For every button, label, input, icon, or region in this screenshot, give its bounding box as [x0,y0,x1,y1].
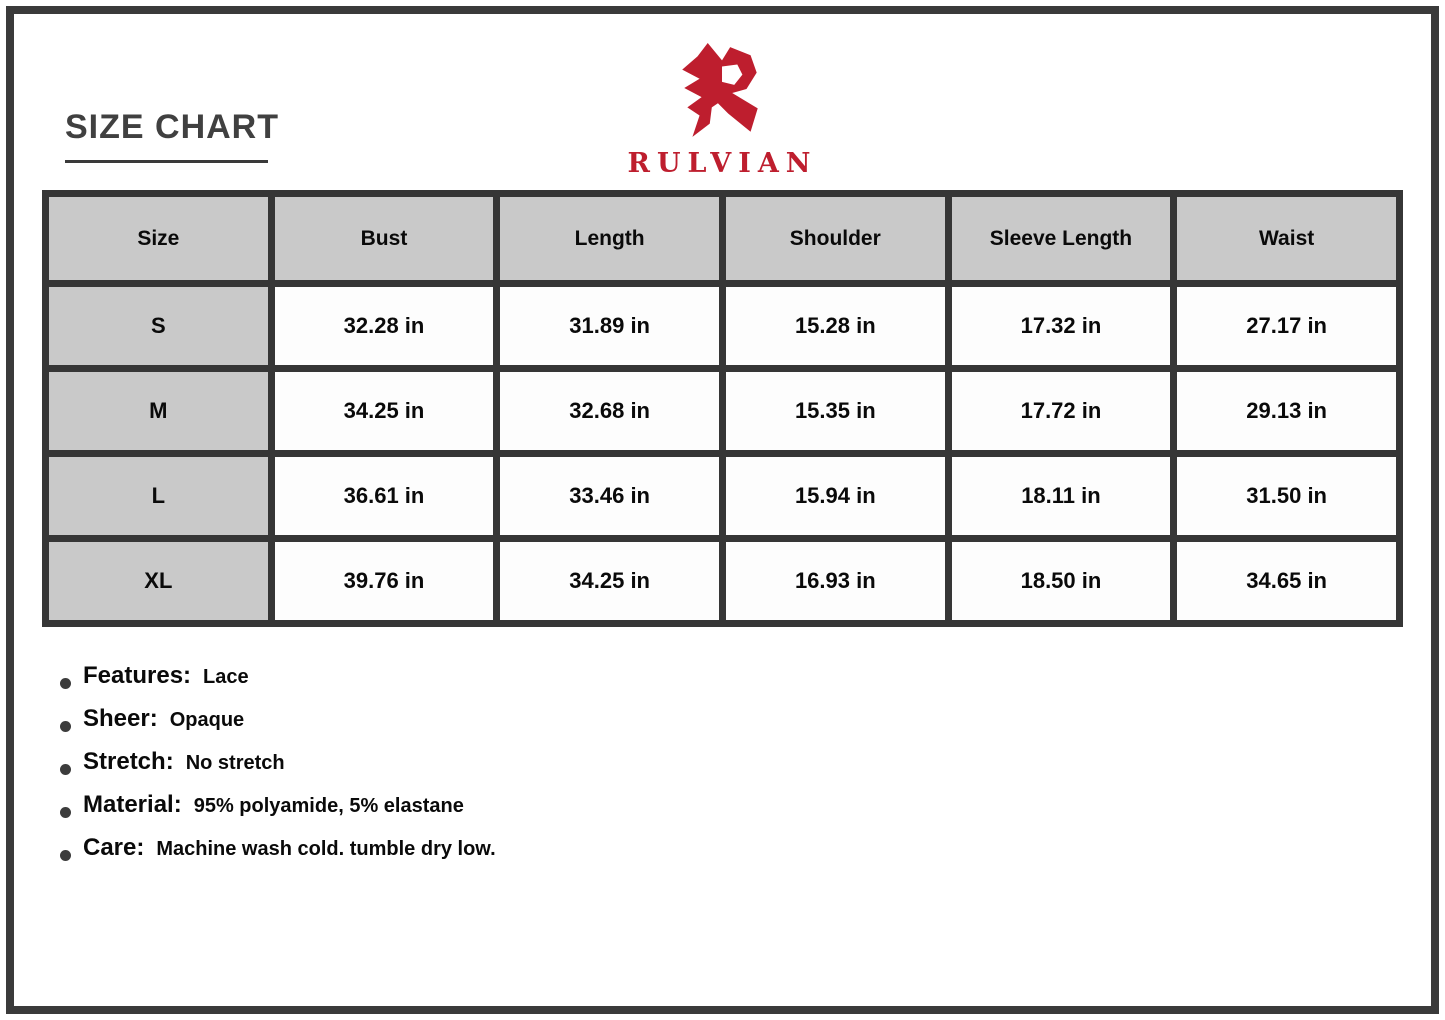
list-item-features [60,662,496,705]
cell-waist: 34.65 in [1174,539,1400,624]
table-row-m [46,369,1400,454]
cell-sleeve-length: 18.11 in [948,454,1174,539]
cell-sleeve-length: 17.32 in [948,284,1174,369]
cell-shoulder: 15.35 in [722,369,948,454]
cell-waist: 31.50 in [1174,454,1400,539]
angular-r-logo-icon [669,40,775,142]
cell-waist: 29.13 in [1174,369,1400,454]
table-row-l [46,454,1400,539]
cell-size: L [46,454,272,539]
detail-label: Stretch: [83,748,174,775]
list-item-sheer [60,705,496,748]
table-header-row [46,194,1400,284]
header-bust: Bust [271,194,497,284]
header-shoulder: Shoulder [722,194,948,284]
detail-label: Material: [83,791,182,818]
bullet-icon [60,721,71,732]
detail-value: Opaque [169,709,245,731]
cell-length: 31.89 in [497,284,723,369]
cell-shoulder: 15.28 in [722,284,948,369]
page-title: SIZE CHART [65,108,279,146]
cell-size: M [46,369,272,454]
cell-bust: 32.28 in [271,284,497,369]
list-item-material [60,791,496,834]
title-underline [65,160,268,163]
detail-value: No stretch [185,752,285,774]
cell-shoulder: 16.93 in [722,539,948,624]
cell-sleeve-length: 17.72 in [948,369,1174,454]
title-block [65,109,279,163]
detail-label: Sheer: [83,705,158,732]
cell-size: S [46,284,272,369]
detail-label: Features: [83,662,192,689]
cell-shoulder: 15.94 in [722,454,948,539]
header-sleeve-length: Sleeve Length [948,194,1174,284]
header-waist: Waist [1174,194,1400,284]
header-length: Length [497,194,723,284]
detail-value: 95% polyamide, 5% elastane [193,795,464,817]
bullet-icon [60,764,71,775]
header-size: Size [46,194,272,284]
bullet-icon [60,850,71,861]
table-row-xl [46,539,1400,624]
cell-length: 33.46 in [497,454,723,539]
cell-sleeve-length: 18.50 in [948,539,1174,624]
size-table [42,190,1403,627]
brand-name: RULVIAN [627,148,818,179]
detail-value: Machine wash cold. tumble dry low. [156,838,496,860]
cell-bust: 39.76 in [271,539,497,624]
cell-length: 34.25 in [497,539,723,624]
bullet-icon [60,678,71,689]
page-frame [6,6,1439,1014]
product-details-list [60,662,496,877]
detail-value: Lace [203,666,249,688]
cell-length: 32.68 in [497,369,723,454]
cell-bust: 36.61 in [271,454,497,539]
cell-size: XL [46,539,272,624]
list-item-stretch [60,748,496,791]
cell-waist: 27.17 in [1174,284,1400,369]
brand-logo [628,40,818,179]
bullet-icon [60,807,71,818]
list-item-care [60,834,496,877]
table-row-s [46,284,1400,369]
cell-bust: 34.25 in [271,369,497,454]
detail-label: Care: [83,834,145,861]
